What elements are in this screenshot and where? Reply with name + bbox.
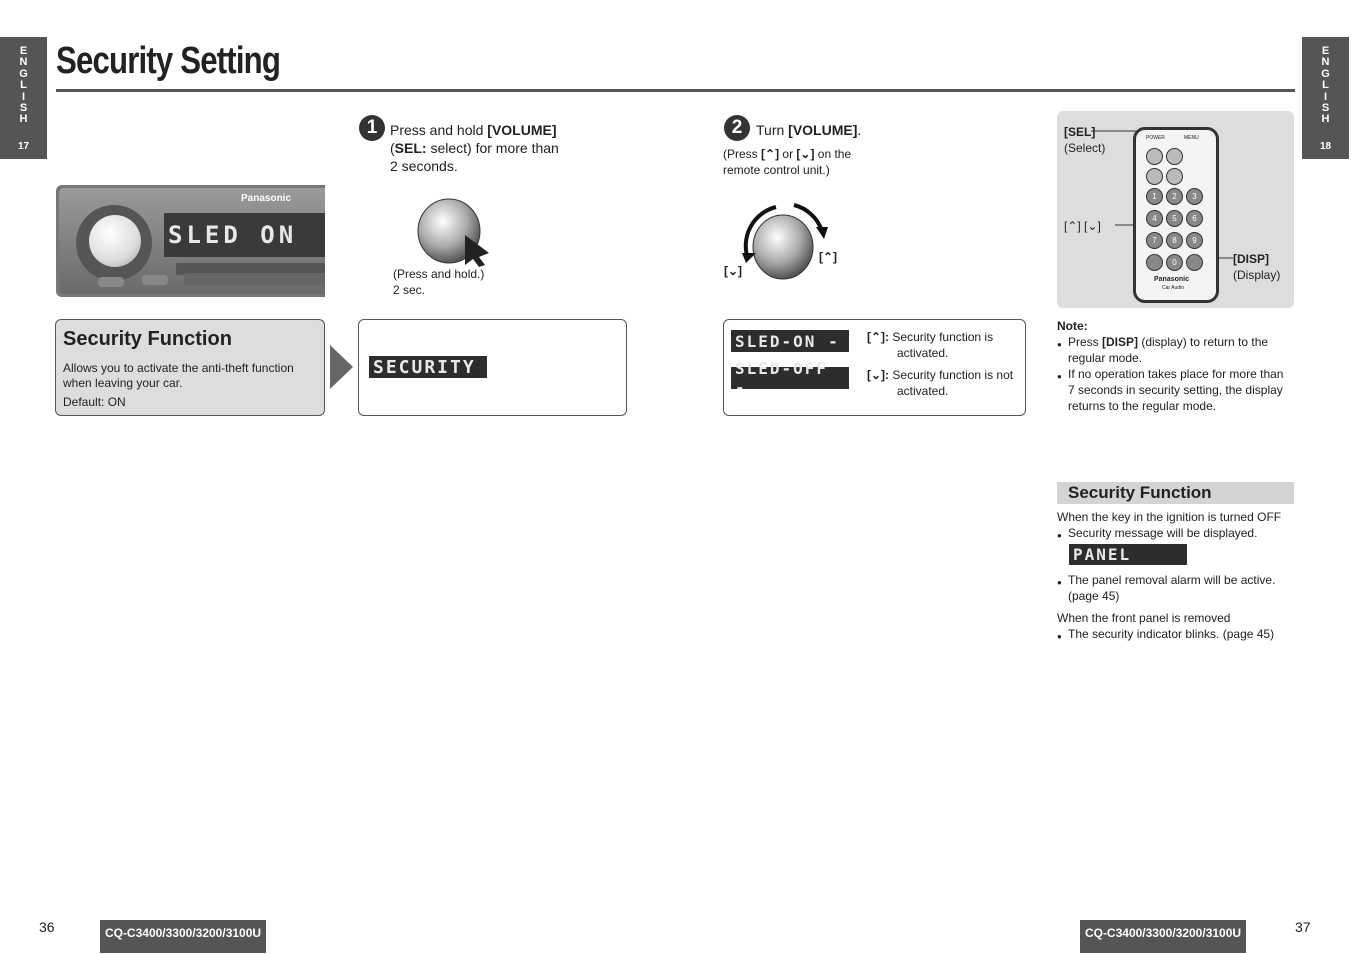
sel-desc: (Select) bbox=[1064, 141, 1106, 155]
title-rule bbox=[56, 89, 1295, 92]
side-tab-page: 18 bbox=[1319, 141, 1332, 152]
sf-bullet-1: ● Security message will be displayed. bbox=[1057, 525, 1297, 541]
security-function-right-more bbox=[1057, 572, 1297, 642]
note-heading: Note: bbox=[1057, 319, 1088, 333]
remote-key[interactable]: 3 bbox=[1186, 188, 1203, 205]
power-label: POWER bbox=[1146, 135, 1165, 141]
side-tab-right bbox=[1302, 37, 1349, 159]
model-badge-left: CQ-C3400/3300/3200/3100U bbox=[100, 920, 266, 953]
side-tab-letters: E N G L I S H bbox=[19, 45, 28, 126]
remote-control bbox=[1133, 127, 1219, 303]
mute-button bbox=[142, 275, 168, 285]
side-tab-left bbox=[0, 37, 47, 159]
security-function-box bbox=[55, 319, 325, 416]
knob-up-label: [⌃] bbox=[819, 250, 838, 264]
up-key-description-2: activated. bbox=[897, 346, 949, 360]
panel-lcd: PANEL bbox=[1069, 544, 1187, 565]
turn-knob-icon bbox=[736, 197, 836, 287]
arrows-label: [⌃] [⌄] bbox=[1064, 219, 1101, 233]
sel-label: [SEL] bbox=[1064, 125, 1096, 139]
step2-number: 2 bbox=[724, 115, 750, 141]
page-number-right: 37 bbox=[1295, 919, 1311, 935]
note-section bbox=[1057, 318, 1297, 414]
remote-key[interactable]: 4 bbox=[1146, 210, 1163, 227]
remote-key[interactable]: 0 bbox=[1166, 254, 1183, 271]
head-unit-illustration bbox=[56, 185, 325, 297]
remote-key[interactable]: 8 bbox=[1166, 232, 1183, 249]
note-bullet-2: ● If no operation takes place for more than 7 seconds in security setting, the display returns to the regular mode. bbox=[1057, 366, 1297, 414]
sled-on-lcd: SLED-ON - bbox=[731, 330, 849, 352]
knob-down-label: [⌄] bbox=[724, 264, 743, 278]
remote-key[interactable]: 5 bbox=[1166, 210, 1183, 227]
remote-key[interactable] bbox=[1166, 168, 1183, 185]
up-key-description: [⌃]: Security function is bbox=[867, 330, 994, 344]
step2-display-box bbox=[723, 319, 1026, 416]
step1-number: 1 bbox=[359, 115, 385, 141]
remote-key[interactable]: 1 bbox=[1146, 188, 1163, 205]
remote-key[interactable]: 7 bbox=[1146, 232, 1163, 249]
side-tab-letters: E N G L I S H bbox=[1321, 45, 1330, 126]
remote-key[interactable] bbox=[1146, 254, 1163, 271]
press-knob-icon bbox=[413, 197, 493, 267]
unit-lcd: SLED ON bbox=[164, 213, 325, 257]
sled-off-lcd: SLED-OFF - bbox=[731, 367, 849, 389]
sf-bullet-3: ● The security indicator blinks. (page 45) bbox=[1057, 626, 1297, 642]
sf-bullet-2: ● The panel removal alarm will be active. (page 45) bbox=[1057, 572, 1297, 604]
side-tab-page: 17 bbox=[17, 141, 30, 152]
unit-brand: Panasonic bbox=[241, 193, 292, 204]
security-function-default: Default: ON bbox=[63, 395, 126, 409]
step1-caption2: 2 sec. bbox=[393, 283, 426, 297]
disp-label: [DISP] bbox=[1233, 252, 1269, 266]
menu-label: MENU bbox=[1184, 135, 1199, 141]
security-function-right-text bbox=[1057, 509, 1297, 541]
remote-key[interactable] bbox=[1166, 148, 1183, 165]
sf-intro2: When the front panel is removed bbox=[1057, 611, 1231, 625]
down-key-description: [⌄]: Security function is not bbox=[867, 368, 1014, 382]
step1-display-box bbox=[358, 319, 627, 416]
down-key-description-2: activated. bbox=[897, 384, 949, 398]
remote-key[interactable] bbox=[1186, 254, 1203, 271]
note-bullet-1: ● Press [DISP] (display) to return to the regular mode. bbox=[1057, 334, 1297, 366]
security-lcd: SECURITY bbox=[369, 356, 487, 378]
step1-caption1: (Press and hold.) bbox=[393, 267, 485, 281]
unit-preset-strip bbox=[184, 273, 325, 285]
page-number-left: 36 bbox=[39, 919, 55, 935]
arrow-right-icon bbox=[330, 345, 354, 389]
model-badge-right: CQ-C3400/3300/3200/3100U bbox=[1080, 920, 1246, 953]
security-function-line2: when leaving your car. bbox=[63, 376, 183, 390]
security-function-heading: Security Function bbox=[63, 328, 232, 350]
remote-key[interactable]: 6 bbox=[1186, 210, 1203, 227]
step1-instruction: Press and hold [VOLUME] (SEL: select) for more than 2 seconds. bbox=[390, 122, 559, 174]
step2-note: (Press [⌃] or [⌄] on the remote control unit.) bbox=[723, 147, 852, 177]
remote-key[interactable] bbox=[1146, 168, 1163, 185]
remote-brand: Panasonic bbox=[1154, 276, 1190, 283]
security-function-right-heading: Security Function bbox=[1068, 483, 1212, 502]
security-function-bar bbox=[1057, 482, 1294, 504]
page-title: Security Setting bbox=[56, 40, 281, 82]
remote-key[interactable] bbox=[1146, 148, 1163, 165]
step2-instruction: Turn [VOLUME]. bbox=[756, 122, 862, 138]
sf-intro: When the key in the ignition is turned OFF bbox=[1057, 510, 1282, 524]
volume-knob bbox=[89, 215, 141, 267]
remote-key[interactable]: 2 bbox=[1166, 188, 1183, 205]
remote-sub-brand: Car Audio bbox=[1162, 285, 1184, 291]
remote-panel bbox=[1057, 111, 1294, 308]
security-function-line1: Allows you to activate the anti-theft function bbox=[63, 361, 294, 375]
disp-desc: (Display) bbox=[1233, 268, 1281, 282]
src-button bbox=[98, 277, 124, 287]
remote-key[interactable]: 9 bbox=[1186, 232, 1203, 249]
